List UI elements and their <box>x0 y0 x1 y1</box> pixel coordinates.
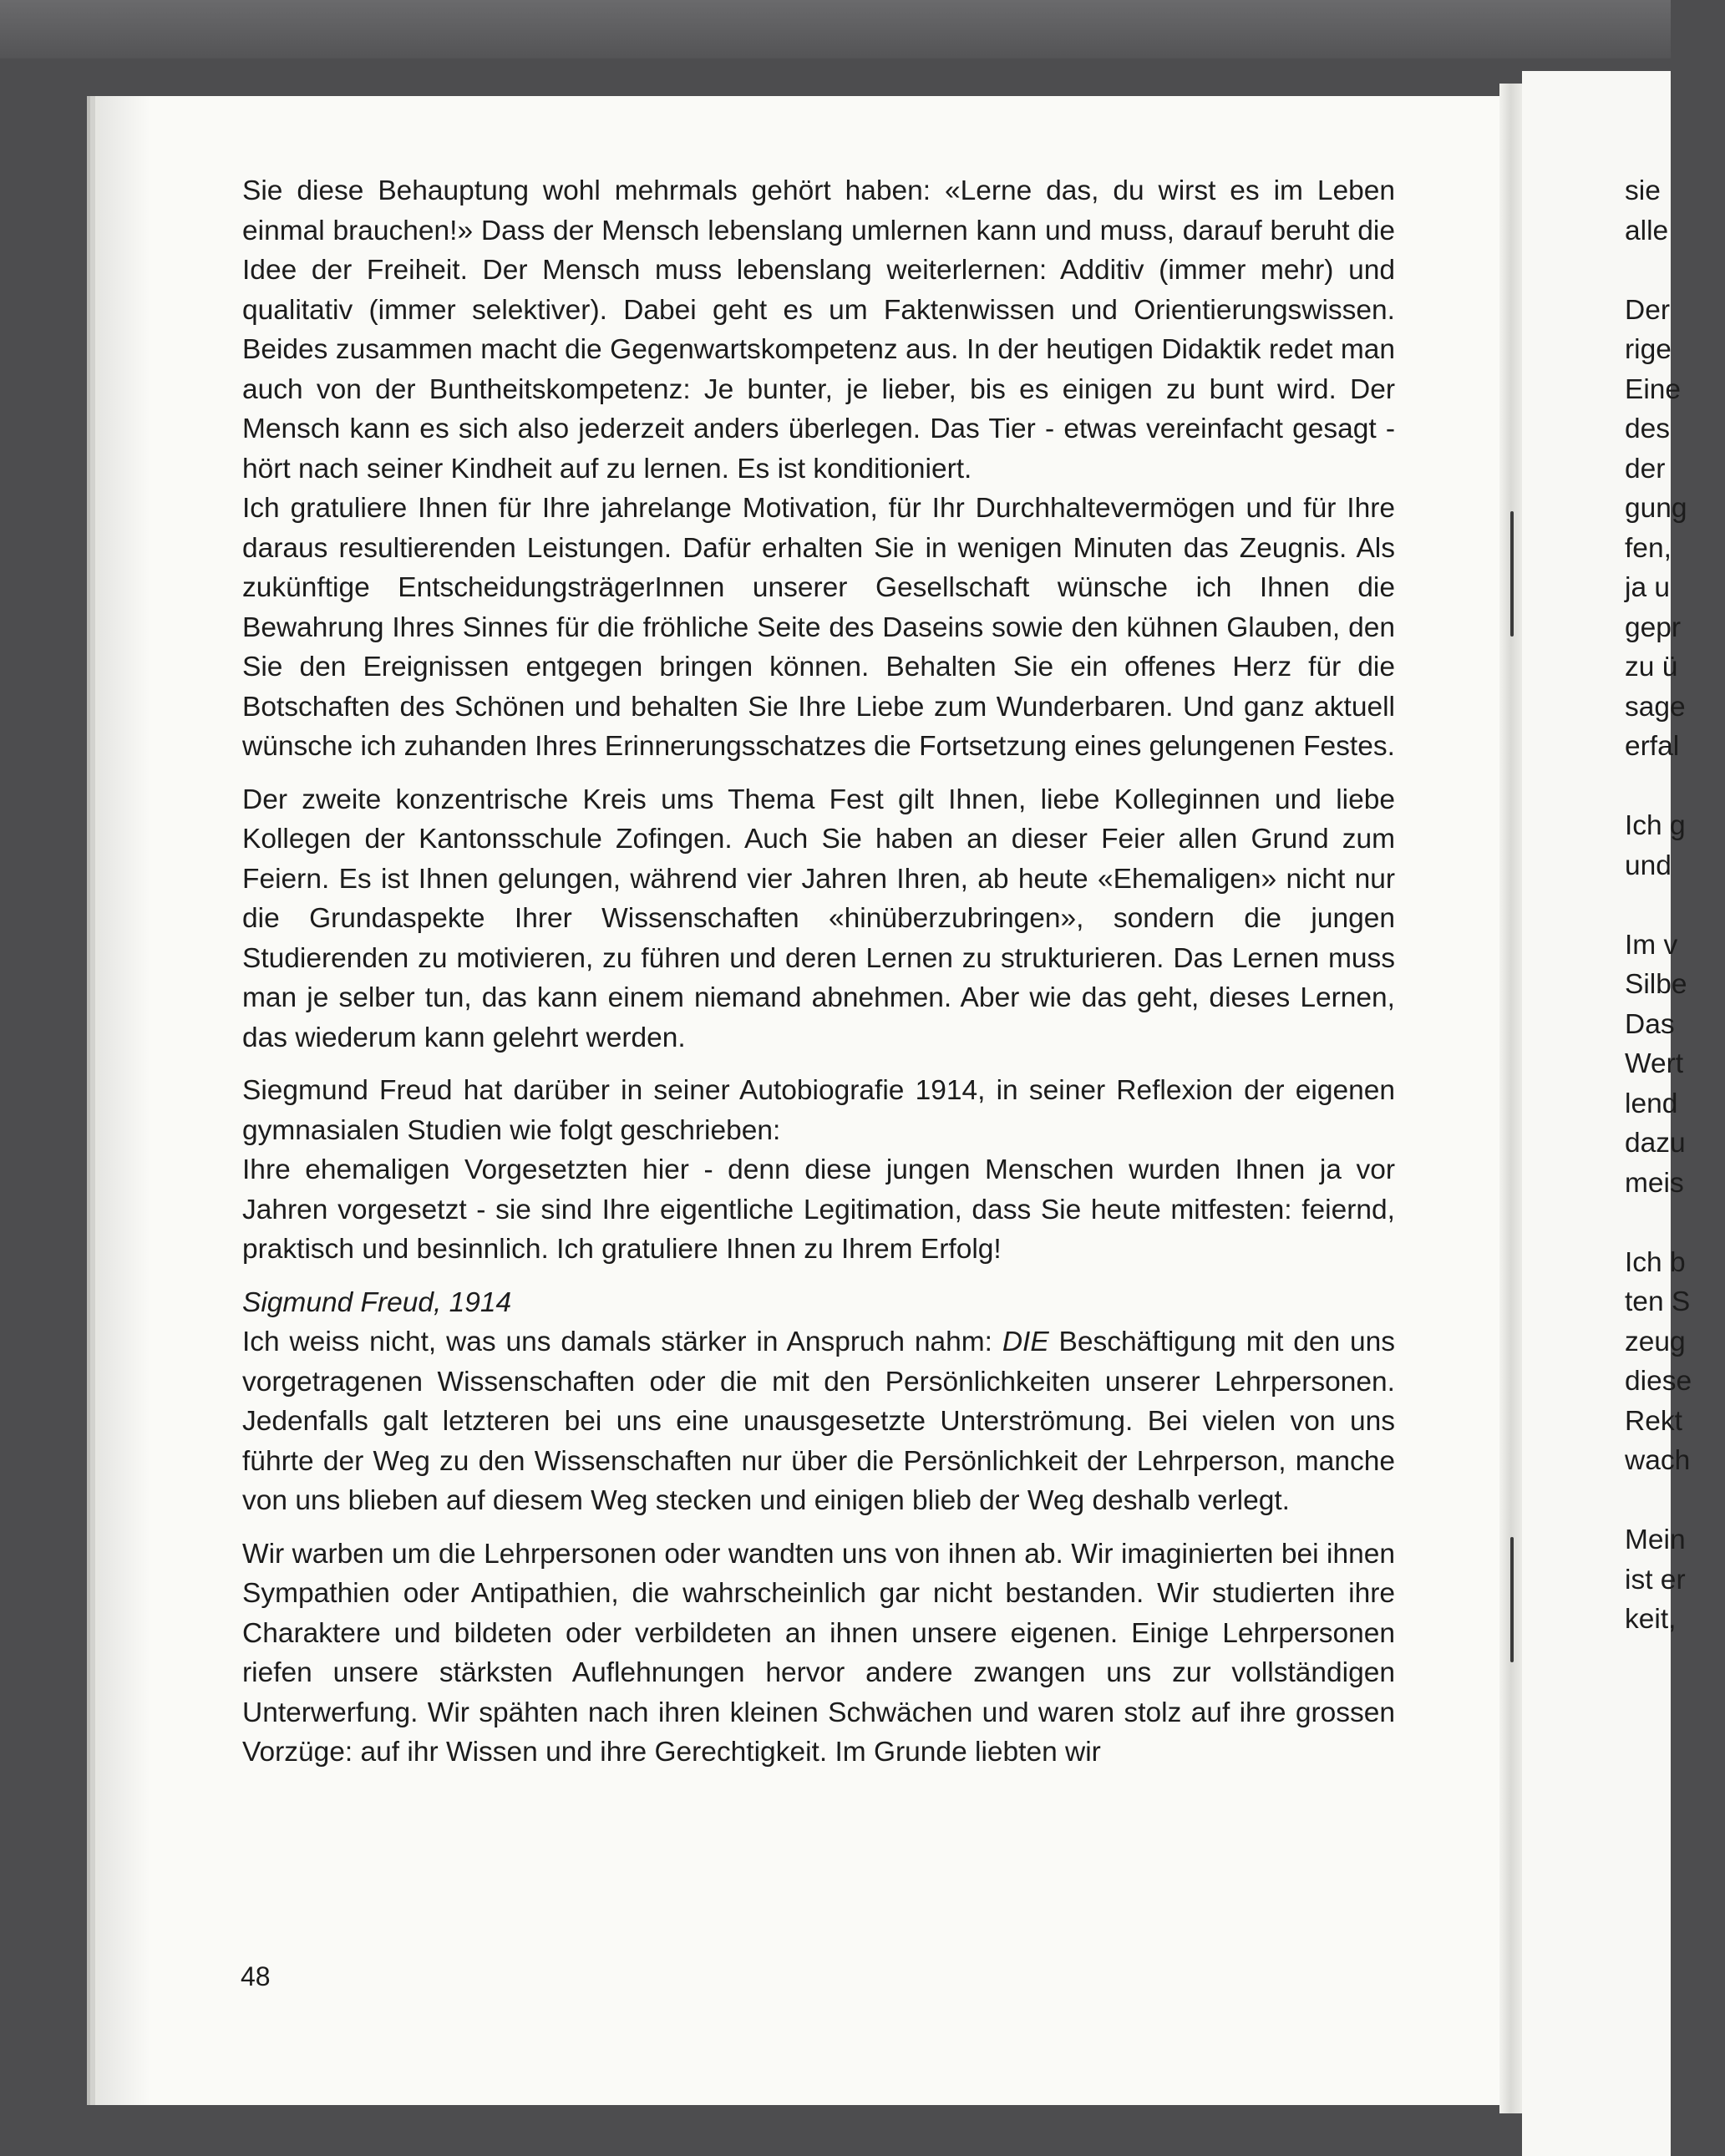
right-page-line: Ich b <box>1625 1246 1686 1278</box>
right-page-blank-line <box>1625 1203 1725 1243</box>
right-page-line: Wert <box>1625 1048 1684 1079</box>
right-page-blank-line <box>1625 1481 1725 1521</box>
left-page-body <box>242 171 1395 1773</box>
right-page-line: ten S <box>1625 1286 1691 1317</box>
right-page-line: der <box>1625 453 1666 484</box>
page-edge-shadow <box>100 96 150 2105</box>
right-page-line: gung <box>1625 493 1687 524</box>
right-page-blank-line <box>1625 767 1725 807</box>
right-page-line: dazu <box>1625 1128 1686 1159</box>
staple-bottom <box>1510 1537 1514 1662</box>
right-page-line: Eine <box>1625 373 1682 405</box>
right-page-line: zu ü <box>1625 652 1678 682</box>
right-page-line: Silbe <box>1625 969 1687 1000</box>
right-page-line: wach <box>1625 1445 1691 1476</box>
paragraph-4: Siegmund Freud hat darüber in seiner Autobiografie 1914, in seiner Reflexion der eigenen gymnasialen Studien wie folgt geschrieben: <box>242 1075 1395 1146</box>
right-page-line: Der <box>1625 294 1670 326</box>
quote-paragraph-1: Ich weiss nicht, was uns damals stärker in Anspruch nahm: DIE Beschäftigung mit den uns vorgetragenen Wissenschaften oder die mit den Persönlichkeiten unserer Lehrpersonen. Jedenfalls galt letzteren bei uns eine unausgesetzte Unterströmung. Bei vielen von uns führte der Weg zu den Wissenschaften nur über die Persönlichkeit der Lehrperson, manche von uns blieben auf diesem Weg stecken und einigen blieb der Weg deshalb verlegt. <box>242 1327 1395 1516</box>
right-page-line: meis <box>1625 1167 1684 1199</box>
quote-paragraph-2: Wir warben um die Lehrpersonen oder wandten uns von ihnen ab. Wir imaginierten bei ihnen Sympathien oder Antipathien, die wahrscheinlich gar nicht bestanden. Wir studierten ihre Charaktere und bildeten oder verbildeten an ihnen unsere eigenen. Einige Lehrpersonen riefen unsere stärksten Auflehnungen hervor andere zwangen uns zur vollständigen Unterwerfung. Wir spähten nach ihren kleinen Schwächen und waren stolz auf ihre grossen Vorzüge: auf ihr Wissen und ihre Gerechtigkeit. Im Grunde liebten wir <box>242 1538 1395 1768</box>
right-page-line: Das <box>1625 1008 1675 1040</box>
right-page-line: diese <box>1625 1366 1692 1397</box>
right-page-line: rige <box>1625 334 1672 365</box>
right-page-blank-line <box>1625 251 1725 291</box>
paragraph-1: Sie diese Behauptung wohl mehrmals gehört haben: «Lerne das, du wirst es im Leben einmal brauchen!» Dass der Mensch lebenslang umlernen kann und muss, darauf beruht die Idee der Freiheit. Der Mensch muss lebenslang weiterlernen: Additiv (immer mehr) und qualitativ (immer selektiver). Dabei geht es um Faktenwissen und Orientierungswissen. Beides zusammen macht die Gegenwartskompetenz aus. In der heutigen Didaktik redet man auch von der Buntheitskompetenz: Je bunter, je lieber, bis es einigen zu bunt wird. Der Mensch kann es sich also jederzeit anders überlegen. Das Tier - etwas vereinfacht gesagt - hört nach seiner Kindheit auf zu lernen. Es ist konditioniert. <box>242 175 1395 484</box>
right-page-text <box>1625 171 1725 1640</box>
right-page-line: ist er <box>1625 1564 1686 1595</box>
paragraph-5: Ihre ehemaligen Vorgesetzten hier - denn diese jungen Menschen wurden Ihnen ja vor Jahren vorgesetzt - sie sind Ihre eigentliche Legitimation, dass Sie heute mitfesten: feiernd, praktisch und besinnlich. Ich gratuliere Ihnen zu Ihrem Erfolg! <box>242 1154 1395 1265</box>
right-page-line: des <box>1625 413 1671 444</box>
book-spine <box>1499 84 1525 2113</box>
staple-top <box>1510 511 1514 637</box>
right-page-line: zeug <box>1625 1326 1686 1357</box>
right-page-line: Mein <box>1625 1524 1686 1555</box>
paragraph-2: Ich gratuliere Ihnen für Ihre jahrelange Motivation, für Ihr Durchhaltevermögen und für Ihre daraus resultierenden Leistungen. Dafür erhalten Sie in wenigen Minuten das Zeugnis. Als zukünftige EntscheidungsträgerInnen unserer Gesellschaft wünsche ich Ihnen die Bewahrung Ihres Sinnes für die fröhliche Seite des Daseins sowie den kühnen Glauben, den Sie den Ereignissen entgegen bringen können. Behalten Sie ein offenes Herz für die Botschaften des Schönen und behalten Sie Ihre Liebe zum Wunderbaren. Und ganz aktuell wünsche ich zuhanden Ihres Erinnerungsschatzes die Fortsetzung eines gelungenen Festes. <box>242 493 1395 762</box>
page-number: 48 <box>241 1961 271 1991</box>
scanner-background <box>0 0 1671 58</box>
right-page-line: Im v <box>1625 929 1678 961</box>
right-page-line: lend <box>1625 1088 1678 1119</box>
right-page-line: keit, <box>1625 1604 1677 1635</box>
right-page-line: Ich g <box>1625 810 1686 841</box>
right-page-line: gepr <box>1625 611 1682 643</box>
right-page-line: erfal <box>1625 731 1680 762</box>
right-page-line: alle <box>1625 215 1669 246</box>
right-page-blank-line <box>1625 885 1725 926</box>
right-page-line: sie <box>1625 175 1661 206</box>
right-page-line: ja u <box>1625 572 1671 603</box>
right-page-line: fen, <box>1625 532 1672 564</box>
right-page-line: sage <box>1625 691 1686 723</box>
paragraph-3: Der zweite konzentrische Kreis ums Thema Fest gilt Ihnen, liebe Kolleginnen und liebe Kollegen der Kantonsschule Zofingen. Auch Sie haben an dieser Feier allen Grund zum Feiern. Es ist Ihnen gelungen, während vier Jahren Ihren, ab heute «Ehemaligen» nicht nur die Grundaspekte Ihrer Wissenschaften «hinüberzubringen», sondern die jungen Studierenden zu motivieren, zu führen und deren Lernen zu strukturieren. Das Lernen muss man je selber tun, das kann einem niemand abnehmen. Aber wie das geht, dieses Lernen, das wiederum kann gelehrt werden. <box>242 784 1395 1053</box>
quote-attribution: Sigmund Freud, 1914 <box>242 1286 512 1318</box>
right-page-line: Rekt <box>1625 1405 1682 1437</box>
right-page-line: und <box>1625 850 1672 881</box>
